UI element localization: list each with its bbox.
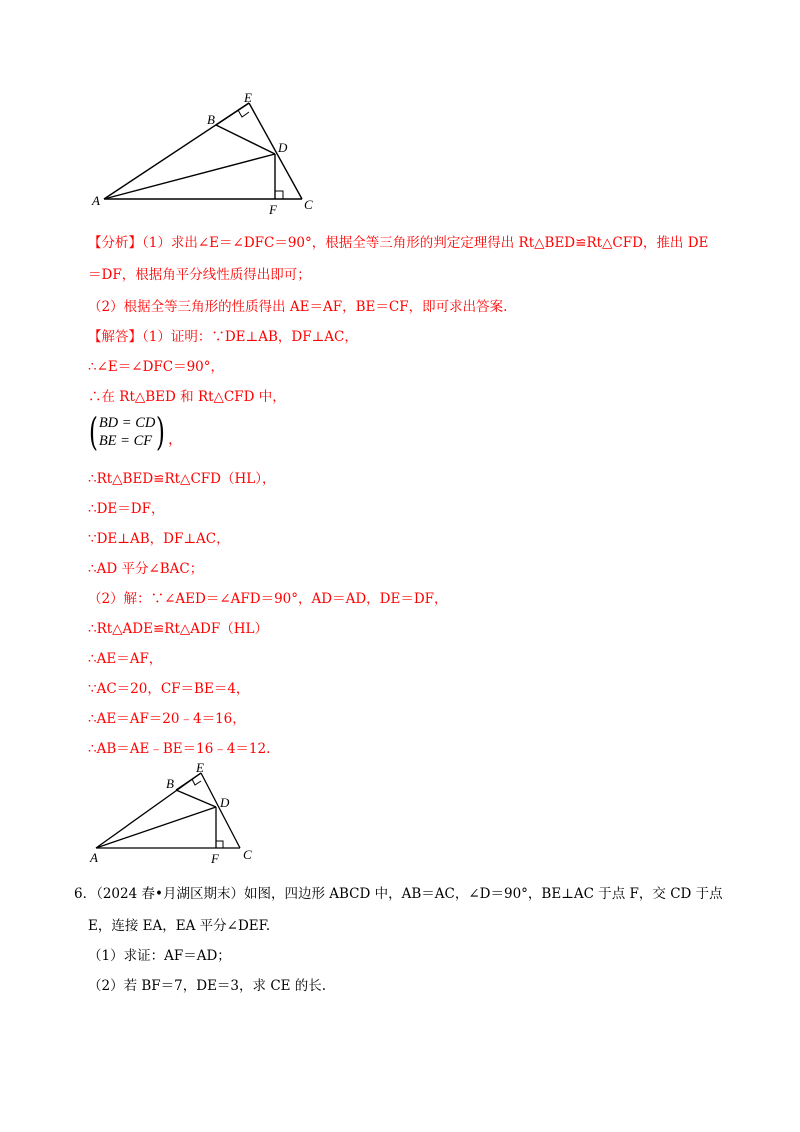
equation-row-2: BE = CF xyxy=(98,433,153,449)
figure-2-label-c: C xyxy=(243,847,252,862)
solution-line-9: ∴Rt△ADE≌Rt△ADF（HL） xyxy=(88,621,268,637)
analysis-line-2: ＝DF，根据角平分线性质得出即可； xyxy=(88,267,311,283)
solution-line-4: ∴Rt△BED≌Rt△CFD（HL）， xyxy=(88,471,276,487)
right-brace: ) xyxy=(156,410,166,454)
solution-line-1: 【解答】（1）证明：∵DE⊥AB，DF⊥AC， xyxy=(88,329,358,345)
figure-1-label-f: F xyxy=(269,202,277,215)
solution-line-12: ∴AE＝AF＝20﹣4＝16， xyxy=(88,711,246,727)
figure-2-label-a: A xyxy=(90,850,98,865)
solution-line-13: ∴AB＝AE﹣BE＝16﹣4＝12. xyxy=(88,741,271,757)
solution-line-7: ∴AD 平分∠BAC； xyxy=(88,561,204,577)
question-6-part-2: （2）若 BF＝7，DE＝3，求 CE 的长. xyxy=(88,978,327,994)
analysis-line-3: （2）根据全等三角形的性质得出 AE＝AF，BE＝CF，即可求出答案. xyxy=(88,299,508,315)
figure-1-label-e: E xyxy=(244,90,252,105)
figure-2-label-b: B xyxy=(166,776,174,791)
question-6-line-1: 6．（2024 春•月湖区期末）如图，四边形 ABCD 中，AB＝AC，∠D＝90°，BE⊥AC 于点 F，交 CD 于点 xyxy=(74,886,723,902)
solution-line-6: ∵DE⊥AB，DF⊥AC， xyxy=(88,531,230,547)
figure-2-label-e: E xyxy=(196,760,204,775)
equation-system xyxy=(86,412,182,452)
left-brace: ( xyxy=(88,410,98,454)
figure-1-label-d: D xyxy=(278,140,288,155)
equation-system-comma: ， xyxy=(168,432,183,448)
figure-1-triangle-diagram xyxy=(88,90,328,215)
question-6-part-1: （1）求证：AF＝AD； xyxy=(88,948,231,964)
equation-row-1: BD = CD xyxy=(98,415,156,431)
figure-1-label-a: A xyxy=(92,193,100,208)
figure-2-label-f: F xyxy=(211,851,219,866)
question-6-line-2: E，连接 EA，EA 平分∠DEF. xyxy=(88,918,271,934)
solution-line-5: ∴DE＝DF， xyxy=(88,501,165,517)
figure-2-triangle-diagram xyxy=(86,760,266,866)
figure-2-label-d: D xyxy=(220,795,230,810)
figure-1-label-c: C xyxy=(304,197,313,212)
analysis-line-1: 【分析】（1）求出∠E＝∠DFC＝90°，根据全等三角形的判定定理得出 Rt△BED≌Rt△CFD，推出 DE xyxy=(88,235,709,251)
solution-line-8: （2）解：∵∠AED＝∠AFD＝90°，AD＝AD，DE＝DF， xyxy=(88,591,448,607)
solution-line-3: ∴在 Rt△BED 和 Rt△CFD 中， xyxy=(88,389,286,405)
solution-line-2: ∴∠E＝∠DFC＝90°， xyxy=(88,359,225,375)
solution-line-10: ∴AE＝AF， xyxy=(88,651,163,667)
figure-1-label-b: B xyxy=(207,112,215,127)
solution-line-11: ∵AC＝20，CF＝BE＝4， xyxy=(88,681,250,697)
